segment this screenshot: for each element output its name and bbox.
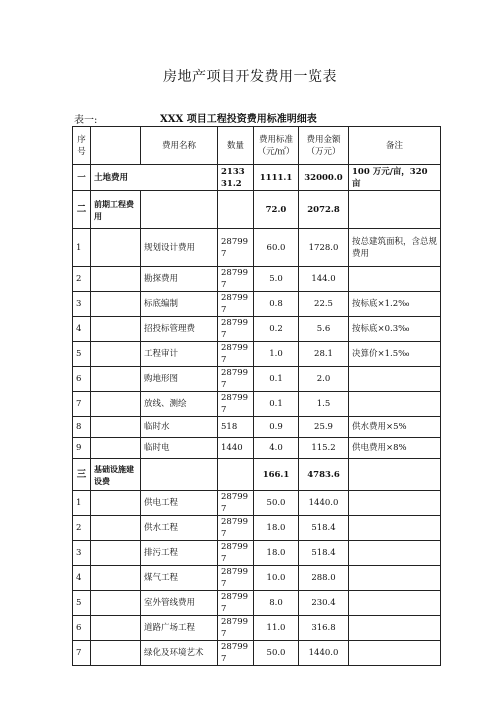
cell-spacer xyxy=(141,459,218,491)
cell-qty: 518 xyxy=(218,417,254,438)
cell-note: 供电费用×8% xyxy=(349,438,441,459)
cell-qty: 287997 xyxy=(218,229,254,267)
cell-spacer xyxy=(91,491,141,516)
cell-spacer xyxy=(91,229,141,267)
table-row xyxy=(73,317,441,342)
cell-name: 规划设计费用 xyxy=(141,229,218,267)
cell-note xyxy=(349,541,441,566)
cell-rate: 1.0 xyxy=(254,342,299,367)
cell-seq: 一 xyxy=(73,165,91,191)
header-amount: 费用金额（万元） xyxy=(299,127,349,165)
cell-amount: 288.0 xyxy=(299,566,349,591)
cell-rate: 18.0 xyxy=(254,516,299,541)
cell-note: 100 万元/亩，320 亩 xyxy=(349,165,441,191)
header-name: 费用名称 xyxy=(141,127,218,165)
table-row xyxy=(73,616,441,641)
cell-rate: 0.1 xyxy=(254,367,299,392)
header-seq: 序号 xyxy=(73,127,91,165)
cell-name: 道路广场工程 xyxy=(141,616,218,641)
table-row xyxy=(73,417,441,438)
cell-spacer xyxy=(91,591,141,616)
cell-qty: 1440 xyxy=(218,438,254,459)
cell-qty: 287997 xyxy=(218,367,254,392)
table-row xyxy=(73,392,441,417)
cell-spacer xyxy=(141,191,218,229)
cell-qty: 287997 xyxy=(218,591,254,616)
cell-qty: 287997 xyxy=(218,491,254,516)
table-row xyxy=(73,229,441,267)
cell-spacer xyxy=(91,417,141,438)
cell-amount: 518.4 xyxy=(299,541,349,566)
cell-rate: 10.0 xyxy=(254,566,299,591)
cell-name: 土地费用 xyxy=(91,165,218,191)
cell-name: 招投标管理费 xyxy=(141,317,218,342)
table-caption-label: 表一: xyxy=(74,115,98,126)
cell-name: 勘探费用 xyxy=(141,267,218,292)
cell-spacer xyxy=(91,438,141,459)
cell-rate: 60.0 xyxy=(254,229,299,267)
cell-spacer xyxy=(91,566,141,591)
cell-note xyxy=(349,516,441,541)
cell-note: 决算价×1.5‰ xyxy=(349,342,441,367)
cell-amount: 115.2 xyxy=(299,438,349,459)
cell-seq: 7 xyxy=(73,392,91,417)
cell-seq: 5 xyxy=(73,591,91,616)
cell-amount: 2072.8 xyxy=(299,191,349,229)
cell-qty xyxy=(218,459,254,491)
cell-amount: 28.1 xyxy=(299,342,349,367)
cell-qty: 287997 xyxy=(218,566,254,591)
cell-rate: 0.8 xyxy=(254,292,299,317)
table-row xyxy=(73,165,441,191)
cell-spacer xyxy=(91,616,141,641)
cell-amount: 4783.6 xyxy=(299,459,349,491)
table-caption-title: XXX 项目工程投资费用标准明细表 xyxy=(160,114,317,125)
cell-seq: 6 xyxy=(73,367,91,392)
cell-name: 室外管线费用 xyxy=(141,591,218,616)
cell-qty xyxy=(218,191,254,229)
cell-note xyxy=(349,591,441,616)
table-row xyxy=(73,491,441,516)
cell-name: 煤气工程 xyxy=(141,566,218,591)
cell-rate: 50.0 xyxy=(254,491,299,516)
cell-rate: 166.1 xyxy=(254,459,299,491)
cell-rate: 50.0 xyxy=(254,641,299,666)
cell-spacer xyxy=(91,292,141,317)
cell-spacer xyxy=(91,367,141,392)
header-qty: 数量 xyxy=(218,127,254,165)
cell-amount: 25.9 xyxy=(299,417,349,438)
cell-seq: 3 xyxy=(73,292,91,317)
cell-name: 供电工程 xyxy=(141,491,218,516)
table-row xyxy=(73,438,441,459)
cell-rate: 4.0 xyxy=(254,438,299,459)
cell-amount: 144.0 xyxy=(299,267,349,292)
cell-seq: 2 xyxy=(73,267,91,292)
cell-qty: 213331.2 xyxy=(218,165,254,191)
cell-seq: 6 xyxy=(73,616,91,641)
cell-rate: 0.2 xyxy=(254,317,299,342)
table-row xyxy=(73,367,441,392)
cell-rate: 0.9 xyxy=(254,417,299,438)
cell-qty: 287997 xyxy=(218,317,254,342)
table-row xyxy=(73,516,441,541)
cell-note xyxy=(349,616,441,641)
cell-note: 按标底×1.2‰ xyxy=(349,292,441,317)
cell-name: 标底编制 xyxy=(141,292,218,317)
cell-qty: 287997 xyxy=(218,392,254,417)
cell-name: 供水工程 xyxy=(141,516,218,541)
cell-rate: 8.0 xyxy=(254,591,299,616)
page-title: 房地产项目开发费用一览表 xyxy=(163,69,337,85)
cell-seq: 8 xyxy=(73,417,91,438)
cell-qty: 287997 xyxy=(218,342,254,367)
cell-rate: 5.0 xyxy=(254,267,299,292)
cell-spacer xyxy=(91,541,141,566)
cell-qty: 287997 xyxy=(218,516,254,541)
cell-note: 按总建筑面积，含总规费用 xyxy=(349,229,441,267)
cell-seq: 二 xyxy=(73,191,91,229)
cell-amount: 1.5 xyxy=(299,392,349,417)
cell-seq: 1 xyxy=(73,229,91,267)
cell-note xyxy=(349,191,441,229)
table-row xyxy=(73,591,441,616)
cell-amount: 2.0 xyxy=(299,367,349,392)
table-row xyxy=(73,541,441,566)
cell-name: 临时电 xyxy=(141,438,218,459)
cell-amount: 22.5 xyxy=(299,292,349,317)
table-row xyxy=(73,641,441,666)
cell-name: 放线、测绘 xyxy=(141,392,218,417)
header-note: 备注 xyxy=(349,127,441,165)
cell-name: 绿化及环境艺术 xyxy=(141,641,218,666)
cell-qty: 287997 xyxy=(218,641,254,666)
cell-qty: 287997 xyxy=(218,292,254,317)
cell-section-name: 前期工程费用 xyxy=(91,191,141,229)
cell-amount: 230.4 xyxy=(299,591,349,616)
cell-note xyxy=(349,267,441,292)
cell-amount: 32000.0 xyxy=(299,165,349,191)
table-row xyxy=(73,459,441,491)
table-row xyxy=(73,566,441,591)
cell-spacer xyxy=(91,516,141,541)
cell-amount: 5.6 xyxy=(299,317,349,342)
cell-amount: 518.4 xyxy=(299,516,349,541)
cell-amount: 316.8 xyxy=(299,616,349,641)
cell-name: 工程审计 xyxy=(141,342,218,367)
header-spacer xyxy=(91,127,141,165)
cell-name: 排污工程 xyxy=(141,541,218,566)
cell-qty: 287997 xyxy=(218,267,254,292)
cell-amount: 1440.0 xyxy=(299,641,349,666)
cell-spacer xyxy=(91,392,141,417)
cell-spacer xyxy=(91,641,141,666)
cell-section-name: 基础设施建设费 xyxy=(91,459,141,491)
cell-seq: 3 xyxy=(73,541,91,566)
cell-seq: 9 xyxy=(73,438,91,459)
cell-qty: 287997 xyxy=(218,541,254,566)
cell-seq: 三 xyxy=(73,459,91,491)
cell-note xyxy=(349,367,441,392)
cell-note: 按标底×0.3‰ xyxy=(349,317,441,342)
cell-name: 临时水 xyxy=(141,417,218,438)
cell-seq: 4 xyxy=(73,566,91,591)
cell-amount: 1440.0 xyxy=(299,491,349,516)
cell-rate: 0.1 xyxy=(254,392,299,417)
table-row xyxy=(73,267,441,292)
cell-seq: 4 xyxy=(73,317,91,342)
cell-spacer xyxy=(91,317,141,342)
cell-seq: 5 xyxy=(73,342,91,367)
header-row xyxy=(73,127,441,165)
cell-note: 供水费用×5% xyxy=(349,417,441,438)
cell-qty: 287997 xyxy=(218,616,254,641)
cell-spacer xyxy=(91,267,141,292)
cell-rate: 1111.1 xyxy=(254,165,299,191)
cell-note xyxy=(349,459,441,491)
cell-seq: 7 xyxy=(73,641,91,666)
table-row xyxy=(73,191,441,229)
cell-amount: 1728.0 xyxy=(299,229,349,267)
cell-rate: 11.0 xyxy=(254,616,299,641)
cell-spacer xyxy=(91,342,141,367)
cost-table xyxy=(72,126,441,666)
cell-note xyxy=(349,566,441,591)
cell-rate: 72.0 xyxy=(254,191,299,229)
table-body xyxy=(73,165,441,666)
cell-rate: 18.0 xyxy=(254,541,299,566)
cell-note xyxy=(349,491,441,516)
cell-note xyxy=(349,392,441,417)
cell-name: 购地形图 xyxy=(141,367,218,392)
cell-seq: 1 xyxy=(73,491,91,516)
table-row xyxy=(73,292,441,317)
cell-note xyxy=(349,641,441,666)
table-row xyxy=(73,342,441,367)
header-rate: 费用标准（元/㎡） xyxy=(254,127,299,165)
cell-seq: 2 xyxy=(73,516,91,541)
